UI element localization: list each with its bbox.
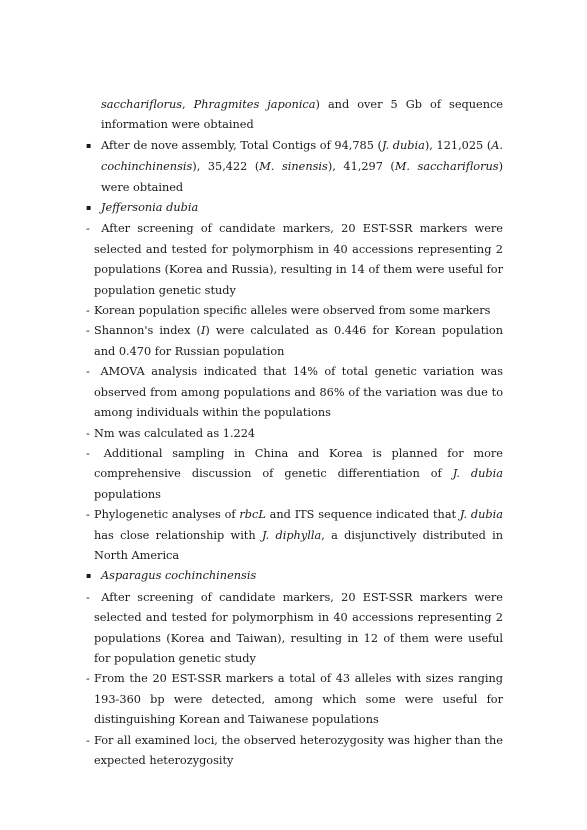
dash-item xyxy=(86,669,503,730)
paragraph-text: Additional sampling in China and Korea is planned for more comprehensive discussion of genetic differentiation of J. dubia populations xyxy=(94,446,504,501)
paragraph-text: Nm was calculated as 1.224 xyxy=(94,426,256,440)
dash-item xyxy=(86,505,503,566)
dash-marker: - xyxy=(86,672,90,686)
paragraph-text: Phylogenetic analyses of rbcL and ITS sequence indicated that J. dubia has close relationship with J. diphylla, a disjunctively distributed in North America xyxy=(94,508,504,562)
dash-marker: - xyxy=(86,508,90,522)
dash-marker: - xyxy=(86,304,90,318)
paragraph-text: After de nove assembly, Total Contigs of 94,785 (J. dubia), 121,025 (A. cochinchinensis), 35,422 (M. sinensis), 41,297 (M. sacchariflorus) were obtained xyxy=(101,138,503,194)
bullet-item xyxy=(86,136,503,198)
paragraph-text: Korean population specific alleles were observed from some markers xyxy=(94,304,491,318)
continued-paragraph xyxy=(86,95,503,136)
dash-marker: - xyxy=(86,446,90,460)
dash-marker: - xyxy=(86,733,90,747)
dash-item xyxy=(86,588,503,670)
dash-item xyxy=(86,321,503,362)
dash-item xyxy=(86,444,503,505)
paragraph-text: Asparagus cochinchinensis xyxy=(101,569,257,583)
paragraph-text: Shannon's index (I) were calculated as 0.446 for Korean population and 0.470 for Russian population xyxy=(94,324,503,358)
dash-item xyxy=(86,731,503,772)
bullet-item xyxy=(86,566,503,587)
dash-marker: - xyxy=(86,426,90,440)
dash-marker: - xyxy=(86,590,90,604)
paragraph-text: After screening of candidate markers, 20 EST-SSR markers were selected and tested for polymorphism in 40 accessions representing 2 populations (Korea and Taiwan), resulting in 12 of them were useful for population genetic study xyxy=(94,590,503,665)
paragraph-text: AMOVA analysis indicated that 14% of total genetic variation was observed from among populations and 86% of the variation was due to among individuals within the populations xyxy=(94,365,503,420)
document-body xyxy=(86,95,503,771)
dash-marker: - xyxy=(86,324,90,338)
paragraph-text: For all examined loci, the observed heterozygosity was higher than the expected heterozygosity xyxy=(94,733,503,767)
dash-item xyxy=(86,219,503,301)
dash-item xyxy=(86,362,503,423)
dash-item xyxy=(86,301,503,321)
bullet-square-icon: ▪ xyxy=(86,203,92,213)
paragraph-text: From the 20 EST-SSR markers a total of 43 alleles with sizes ranging 193-360 bp were detected, among which some were useful for distinguishing Korean and Taiwanese populations xyxy=(94,672,503,727)
paragraph-text: sacchariflorus, Phragmites japonica) and over 5 Gb of sequence information were obtained xyxy=(101,98,503,132)
paragraph-text: Jeffersonia dubia xyxy=(101,201,199,215)
dash-marker: - xyxy=(86,222,90,236)
bullet-square-icon: ▪ xyxy=(86,140,92,150)
dash-marker: - xyxy=(86,365,90,379)
paragraph-text: After screening of candidate markers, 20 EST-SSR markers were selected and tested for polymorphism in 40 accessions representing 2 populations (Korea and Russia), resulting in 14 of them were useful for population genetic study xyxy=(94,222,503,297)
dash-item xyxy=(86,424,503,444)
bullet-square-icon: ▪ xyxy=(86,571,92,581)
bullet-item xyxy=(86,198,503,219)
